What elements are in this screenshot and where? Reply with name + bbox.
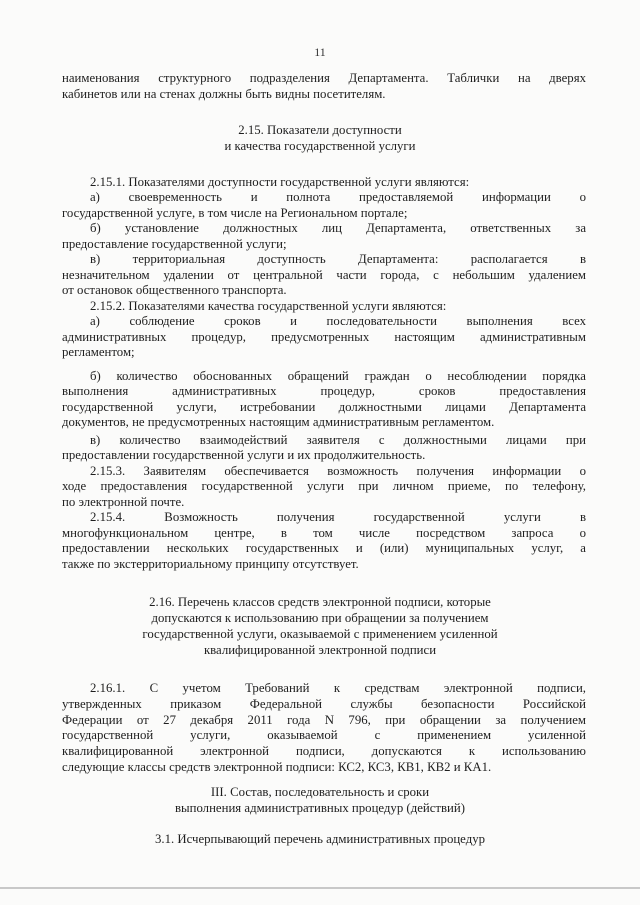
paragraph-line: государственной услуги, истребовании должностными лицами Департамента [62,400,586,414]
paragraph-line: предоставлении государственной услуги и их продолжительность. [62,448,426,462]
paragraph-line: незначительном удалении от центральной части города, с небольшим удалением [62,268,586,282]
paragraph-line: ходе предоставления государственной услуги при личном приеме, по телефону, [62,479,586,493]
paragraph-line: 2.16.1. С учетом Требований к средствам электронной подписи, [90,681,586,695]
paragraph-line: в) количество взаимодействий заявителя с должностными лицами при [90,433,586,447]
paragraph-line: б) установление должностных лиц Департамента, ответственных за [90,221,586,235]
section-heading-line: квалифицированной электронной подписи [203,643,437,657]
paragraph-line: а) своевременность и полнота предоставляемой информации о [90,190,586,204]
paragraph-line: утвержденных приказом Федеральной службы безопасности Российской [62,697,586,711]
paragraph-line: 2.15.4. Возможность получения государственной услуги в [90,510,586,524]
paragraph-line: в) территориальная доступность Департамента: располагается в [90,252,586,266]
section-heading-line: и качества государственной услуги [224,139,416,153]
paragraph-line: административных процедур, предусмотренных настоящим административным [62,330,586,344]
paragraph-line: квалифицированной электронной подписи, допускаются к использованию [62,744,586,758]
section-heading-line: государственной услуги, оказываемой с применением усиленной [142,627,498,641]
paragraph-line: наименования структурного подразделения Департамента. Таблички на дверях [62,71,586,85]
paragraph-line: от остановок общественного транспорта. [62,283,287,297]
paragraph-line: государственной услуге, в том числе на Региональном портале; [62,206,408,220]
page-number: 11 [314,45,326,59]
paragraph-line: регламентом; [62,345,135,359]
paragraph-line: следующие классы средств электронной подписи: КС2, КС3, КВ1, КВ2 и КА1. [62,760,492,774]
section-heading-line: допускаются к использованию при обращении за получением [151,611,489,625]
section-heading-line: 2.15. Показатели доступности [238,123,402,137]
paragraph-line: по электронной почте. [62,495,185,509]
section-heading-line: 2.16. Перечень классов средств электронной подписи, которые [149,595,491,609]
section-heading-line: III. Состав, последовательность и сроки [210,785,430,799]
section-heading-line: выполнения административных процедур (действий) [174,801,466,815]
page-bottom-edge [0,887,640,889]
paragraph-line: предоставление государственной услуги; [62,237,287,251]
paragraph-line: государственной услуги, оказываемой с применением усиленной [62,728,586,742]
paragraph-line: также по экстерриториальному принципу отсутствует. [62,557,359,571]
paragraph-line: 2.15.1. Показателями доступности государственной услуги являются: [90,175,470,189]
paragraph-line: предоставлении нескольких государственных и (или) муниципальных услуг, а [62,541,586,555]
paragraph-line: кабинетов или на стенах должны быть видны посетителям. [62,87,386,101]
paragraph-line: многофункциональном центре, в том числе посредством запроса о [62,526,586,540]
section-heading-line: 3.1. Исчерпывающий перечень административных процедур [154,832,486,846]
paragraph-line: 2.15.2. Показателями качества государственной услуги являются: [90,299,447,313]
paragraph-line: Федерации от 27 декабря 2011 года N 796, при обращении за получением [62,713,586,727]
paragraph-line: 2.15.3. Заявителям обеспечивается возможность получения информации о [90,464,586,478]
paragraph-line: документов, не предусмотренных настоящим административным регламентом. [62,415,495,429]
paragraph-line: выполнения административных процедур, сроков предоставления [62,384,586,398]
paragraph-line: а) соблюдение сроков и последовательности выполнения всех [90,314,586,328]
paragraph-line: б) количество обоснованных обращений граждан о несоблюдении порядка [90,369,586,383]
